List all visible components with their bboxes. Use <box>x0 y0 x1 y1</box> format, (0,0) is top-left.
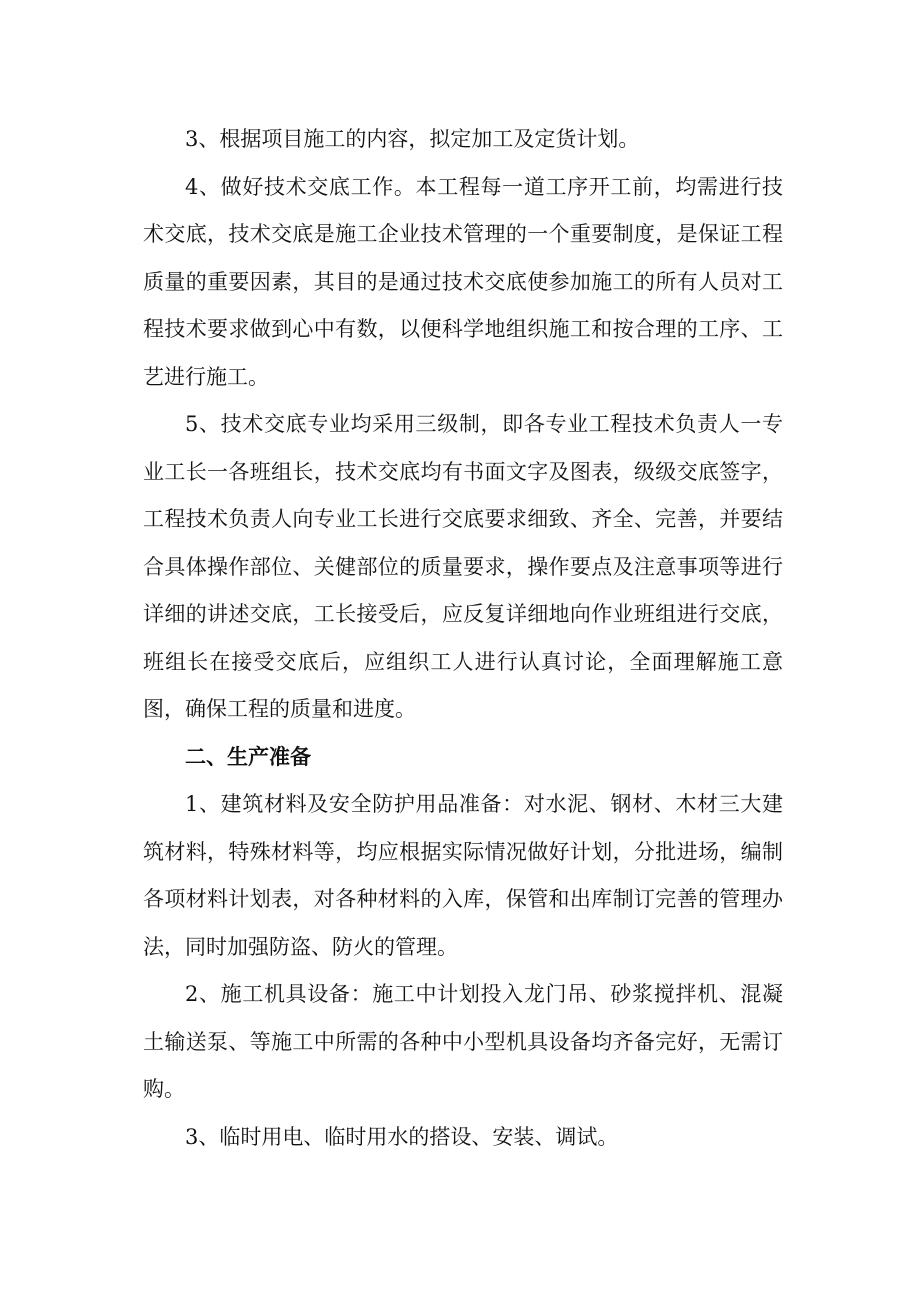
paragraph-utilities: 3、临时用电、临时用水的搭设、安装、调试。 <box>185 1124 619 1149</box>
paragraph-materials: 1、建筑材料及安全防护用品准备：对水泥、钢材、木材三大建筑材料，特殊材料等，均应根据实际情况做好计划，分批进场，编制各项材料计划表，对各种材料的入库，保管和出库制订完善的管理办法，同时加强防盗、防火的管理。 <box>143 792 783 959</box>
paragraph-equipment: 2、施工机具设备：施工中计划投入龙门吊、砂浆搅拌机、混凝土输送泵、等施工中所需的各种中小型机具设备均齐备完好，无需订购。 <box>143 982 783 1101</box>
paragraph-item-3: 3、根据项目施工的内容，拟定加工及定货计划。 <box>185 127 640 151</box>
document-body <box>143 116 783 1161</box>
paragraph-item-4: 4、做好技术交底工作。本工程每一道工序开工前，均需进行技术交底，技术交底是施工企业技术管理的一个重要制度，是保证工程质量的重要因素，其目的是通过技术交底使参加施工的所有人员对工程技术要求做到心中有数，以便科学地组织施工和按合理的工序、工艺进行施工。 <box>143 174 783 389</box>
paragraph-item-5: 5、技术交底专业均采用三级制，即各专业工程技术负责人一专业工长一各班组长，技术交底均有书面文字及图表，级级交底签字，工程技术负责人向专业工长进行交底要求细致、齐全、完善，并要结合具体操作部位、关健部位的质量要求，操作要点及注意事项等进行详细的讲述交底，工长接受后，应反复详细地向作业班组进行交底，班组长在接受交底后，应组织工人进行认真讨论，全面理解施工意图，确保工程的质量和进度。 <box>143 412 783 721</box>
section-heading: 二、生产准备 <box>185 744 311 769</box>
